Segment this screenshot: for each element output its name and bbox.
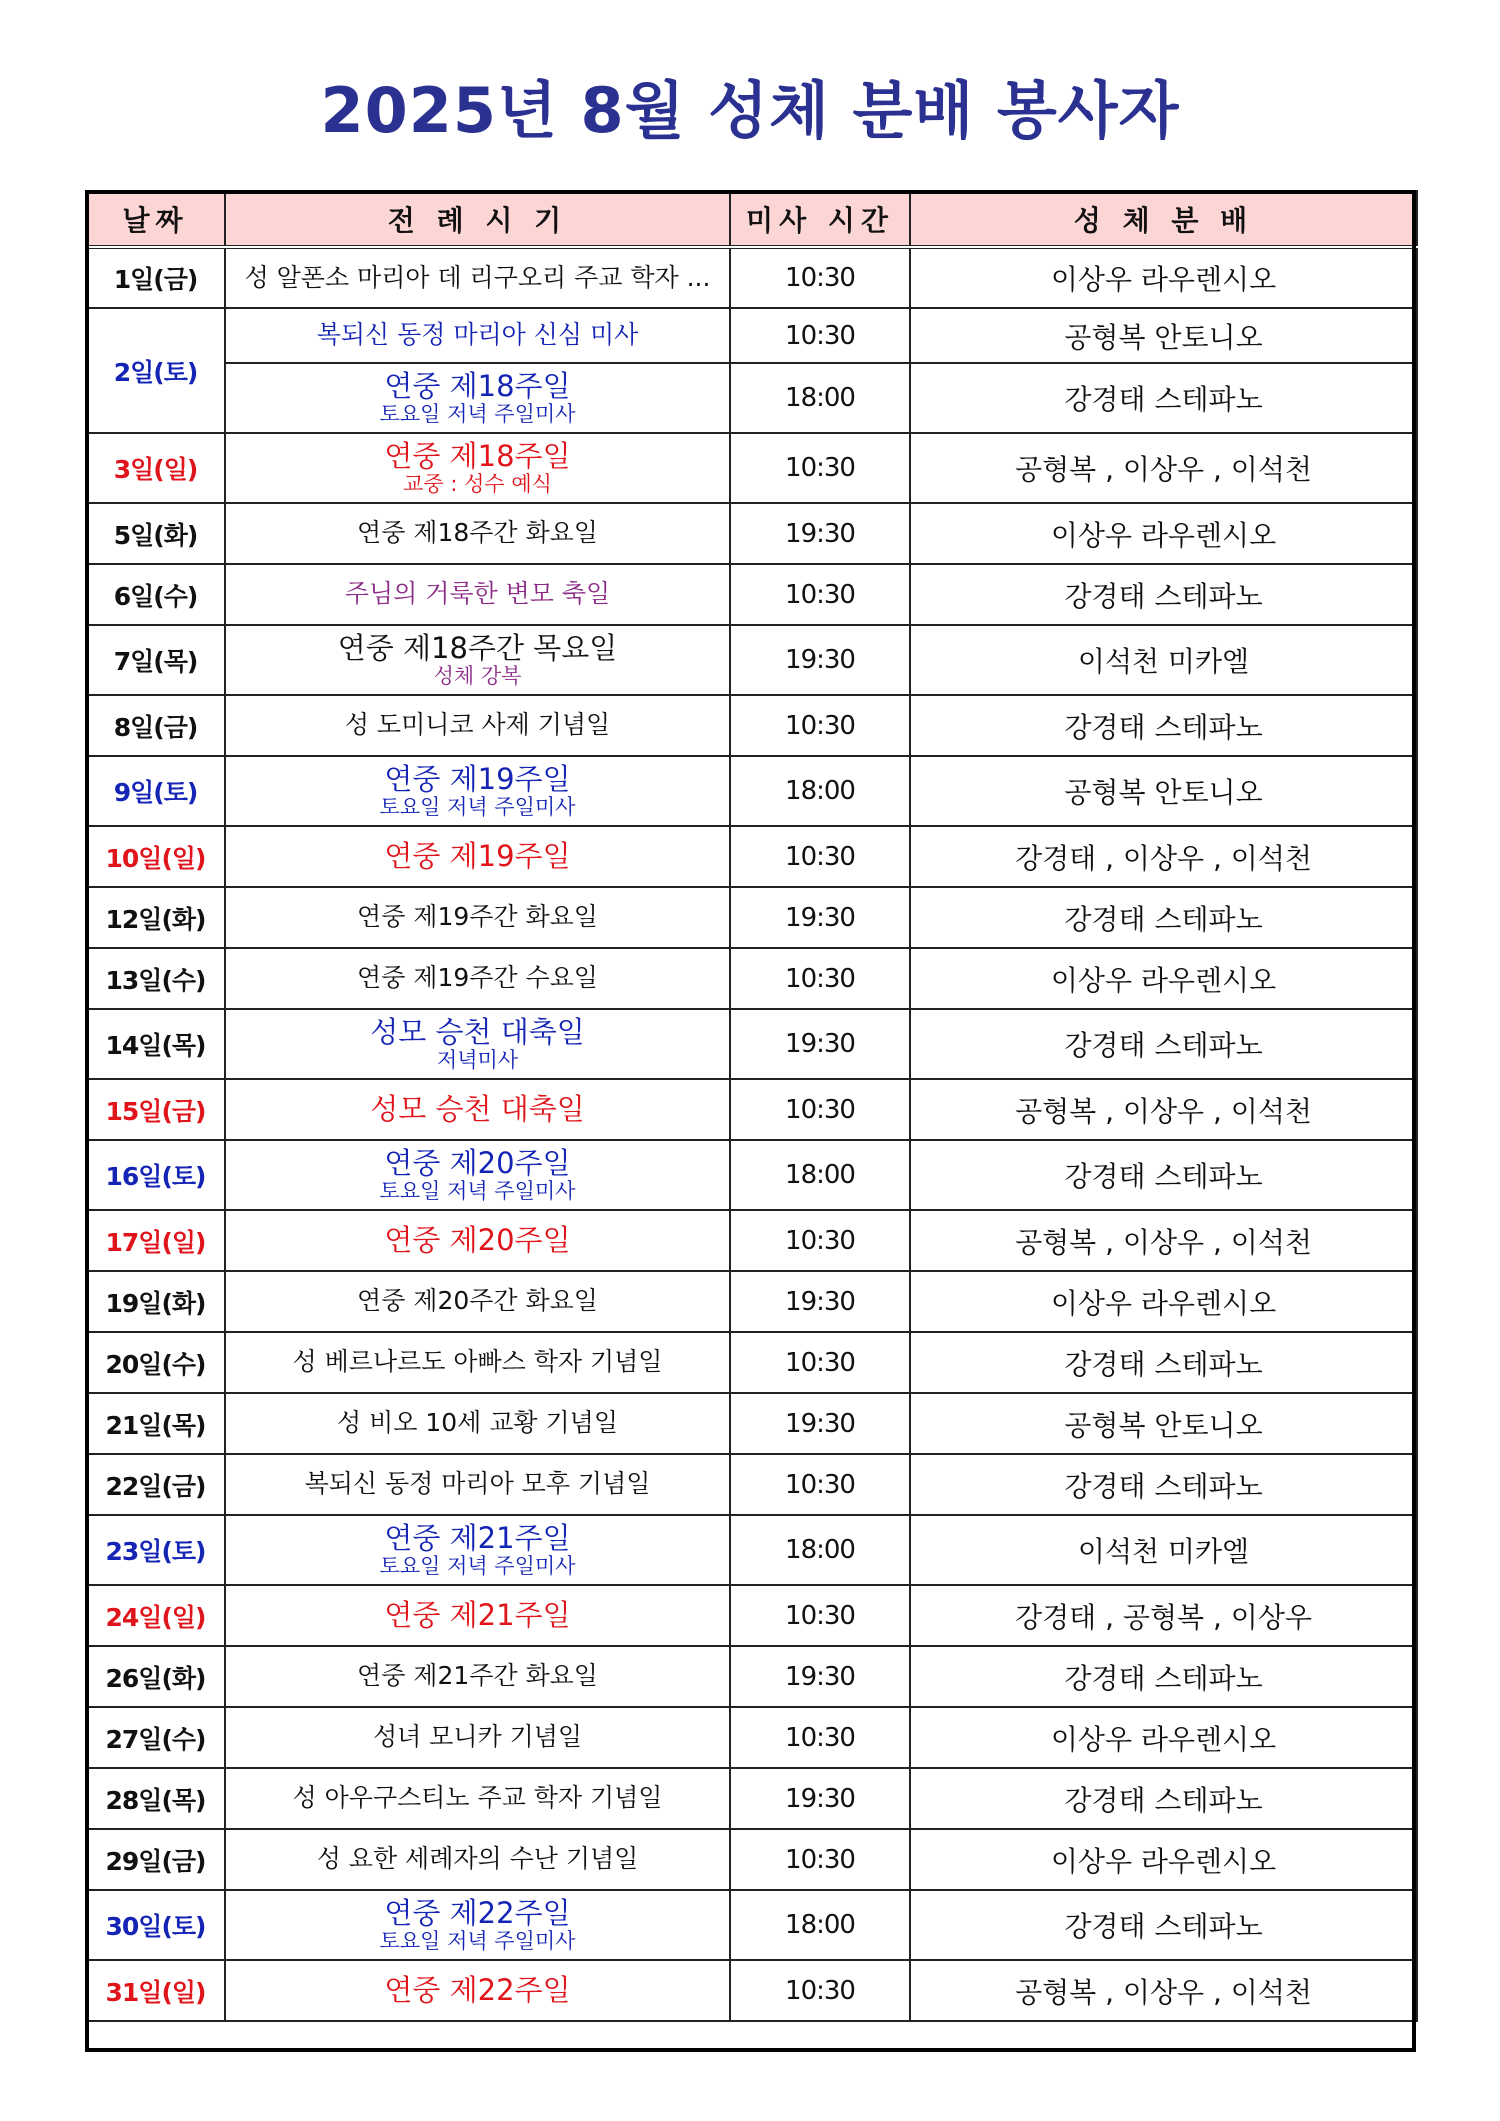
liturgy-title: 연중 제18주간 목요일 xyxy=(337,630,618,665)
liturgy-title: 연중 제18주간 화요일 xyxy=(357,518,598,548)
date-cell: 28일(목) xyxy=(86,1768,225,1829)
date-cell: 9일(토) xyxy=(86,756,225,826)
liturgy-title: 연중 제19주일 xyxy=(384,761,571,796)
liturgy-title: 성모 승천 대축일 xyxy=(370,1014,585,1049)
liturgy-title: 연중 제21주일 xyxy=(384,1520,571,1555)
liturgy-title: 연중 제22주일 xyxy=(384,1895,571,1930)
mass-time-cell: 10:30 xyxy=(730,1454,910,1515)
mass-time-cell: 18:00 xyxy=(730,1140,910,1210)
liturgy-title: 성 알폰소 마리아 데 리구오리 주교 학자 ... xyxy=(244,262,711,292)
date-cell: 23일(토) xyxy=(86,1515,225,1585)
liturgy-title: 주님의 거룩한 변모 축일 xyxy=(344,579,611,609)
date-cell: 7일(목) xyxy=(86,625,225,695)
mass-time-cell: 19:30 xyxy=(730,503,910,564)
server-cell: 이석천 미카엘 xyxy=(910,1515,1417,1585)
date-cell: 1일(금) xyxy=(86,247,225,308)
table-frame xyxy=(85,190,1416,2052)
liturgy-title: 연중 제18주일 xyxy=(384,368,571,403)
date-cell: 30일(토) xyxy=(86,1890,225,1960)
mass-time-cell: 10:30 xyxy=(730,1332,910,1393)
liturgy-title: 성 아우구스티노 주교 학자 기념일 xyxy=(292,1783,663,1813)
liturgy-title: 연중 제19주일 xyxy=(384,839,571,874)
server-cell: 강경태 , 공형복 , 이상우 xyxy=(910,1585,1417,1646)
date-cell: 12일(화) xyxy=(86,887,225,948)
mass-time-cell: 19:30 xyxy=(730,1646,910,1707)
server-cell: 강경태 , 이상우 , 이석천 xyxy=(910,826,1417,887)
liturgy-subtitle: 토요일 저녁 주일미사 xyxy=(379,795,576,820)
header-server: 성 체 분 배 xyxy=(910,191,1417,247)
liturgy-title: 성녀 모니카 기념일 xyxy=(372,1722,583,1752)
liturgy-title: 연중 제20주일 xyxy=(384,1223,571,1258)
liturgy-title: 성 요한 세례자의 수난 기념일 xyxy=(316,1844,639,1874)
mass-time-cell: 10:30 xyxy=(730,1585,910,1646)
date-cell: 17일(일) xyxy=(86,1210,225,1271)
header-date: 날짜 xyxy=(86,191,225,247)
date-cell: 10일(일) xyxy=(86,826,225,887)
mass-time-cell: 19:30 xyxy=(730,1393,910,1454)
mass-time-cell: 19:30 xyxy=(730,625,910,695)
mass-time-cell: 10:30 xyxy=(730,247,910,308)
mass-time-cell: 10:30 xyxy=(730,433,910,503)
server-cell: 강경태 스테파노 xyxy=(910,564,1417,625)
liturgy-title: 복되신 동정 마리아 모후 기념일 xyxy=(304,1469,651,1499)
date-cell: 16일(토) xyxy=(86,1140,225,1210)
server-cell: 강경태 스테파노 xyxy=(910,1646,1417,1707)
server-cell: 공형복 , 이상우 , 이석천 xyxy=(910,1210,1417,1271)
date-cell: 26일(화) xyxy=(86,1646,225,1707)
mass-time-cell: 10:30 xyxy=(730,695,910,756)
server-cell: 공형복 안토니오 xyxy=(910,1393,1417,1454)
server-cell: 강경태 스테파노 xyxy=(910,1768,1417,1829)
server-cell: 강경태 스테파노 xyxy=(910,887,1417,948)
server-cell: 이상우 라우렌시오 xyxy=(910,1829,1417,1890)
date-cell: 24일(일) xyxy=(86,1585,225,1646)
mass-time-cell: 19:30 xyxy=(730,1271,910,1332)
date-cell: 14일(목) xyxy=(86,1009,225,1079)
liturgy-subtitle: 저녁미사 xyxy=(436,1048,519,1073)
mass-time-cell: 18:00 xyxy=(730,1890,910,1960)
server-cell: 이상우 라우렌시오 xyxy=(910,1271,1417,1332)
liturgy-title: 연중 제19주간 화요일 xyxy=(357,902,598,932)
liturgy-title: 복되신 동정 마리아 신심 미사 xyxy=(316,320,639,350)
liturgy-title: 연중 제21주간 화요일 xyxy=(357,1661,598,1691)
date-cell: 19일(화) xyxy=(86,1271,225,1332)
liturgy-subtitle: 토요일 저녁 주일미사 xyxy=(379,1929,576,1954)
liturgy-title: 성 베르나르도 아빠스 학자 기념일 xyxy=(292,1347,663,1377)
liturgy-title: 연중 제18주일 xyxy=(384,438,571,473)
mass-time-cell: 19:30 xyxy=(730,1009,910,1079)
date-cell: 31일(일) xyxy=(86,1960,225,2021)
mass-time-cell: 10:30 xyxy=(730,308,910,363)
header-mass-time: 미사 시간 xyxy=(730,191,910,247)
liturgy-subtitle: 토요일 저녁 주일미사 xyxy=(379,402,576,427)
header-liturgy: 전 례 시 기 xyxy=(225,191,730,247)
mass-time-cell: 18:00 xyxy=(730,756,910,826)
date-cell: 6일(수) xyxy=(86,564,225,625)
date-cell: 3일(일) xyxy=(86,433,225,503)
mass-time-cell: 10:30 xyxy=(730,1829,910,1890)
mass-time-cell: 19:30 xyxy=(730,1768,910,1829)
date-cell: 15일(금) xyxy=(86,1079,225,1140)
server-cell: 강경태 스테파노 xyxy=(910,1009,1417,1079)
server-cell: 공형복 , 이상우 , 이석천 xyxy=(910,1079,1417,1140)
date-cell: 2일(토) xyxy=(86,308,225,433)
liturgy-title: 성 비오 10세 교황 기념일 xyxy=(337,1408,618,1438)
server-cell: 공형복 안토니오 xyxy=(910,308,1417,363)
mass-time-cell: 10:30 xyxy=(730,948,910,1009)
server-cell: 강경태 스테파노 xyxy=(910,363,1417,433)
server-cell: 강경태 스테파노 xyxy=(910,1454,1417,1515)
server-cell: 이상우 라우렌시오 xyxy=(910,1707,1417,1768)
liturgy-subtitle: 토요일 저녁 주일미사 xyxy=(379,1554,576,1579)
date-cell: 5일(화) xyxy=(86,503,225,564)
mass-time-cell: 10:30 xyxy=(730,1707,910,1768)
liturgy-title: 성 도미니코 사제 기념일 xyxy=(344,710,611,740)
server-cell: 강경태 스테파노 xyxy=(910,695,1417,756)
server-cell: 이상우 라우렌시오 xyxy=(910,948,1417,1009)
server-cell: 공형복 , 이상우 , 이석천 xyxy=(910,1960,1417,2021)
date-cell: 21일(목) xyxy=(86,1393,225,1454)
mass-time-cell: 18:00 xyxy=(730,1515,910,1585)
liturgy-subtitle: 성체 강복 xyxy=(433,664,522,689)
server-cell: 강경태 스테파노 xyxy=(910,1140,1417,1210)
server-cell: 공형복 안토니오 xyxy=(910,756,1417,826)
date-cell: 8일(금) xyxy=(86,695,225,756)
server-cell: 강경태 스테파노 xyxy=(910,1890,1417,1960)
date-cell: 22일(금) xyxy=(86,1454,225,1515)
liturgy-subtitle: 교중 : 성수 예식 xyxy=(403,472,552,497)
date-cell: 13일(수) xyxy=(86,948,225,1009)
server-cell: 이상우 라우렌시오 xyxy=(910,503,1417,564)
date-cell: 29일(금) xyxy=(86,1829,225,1890)
mass-time-cell: 19:30 xyxy=(730,887,910,948)
mass-time-cell: 10:30 xyxy=(730,1210,910,1271)
server-cell: 강경태 스테파노 xyxy=(910,1332,1417,1393)
date-cell: 27일(수) xyxy=(86,1707,225,1768)
liturgy-title: 연중 제21주일 xyxy=(384,1598,571,1633)
mass-time-cell: 10:30 xyxy=(730,826,910,887)
mass-time-cell: 10:30 xyxy=(730,1960,910,2021)
liturgy-title: 연중 제22주일 xyxy=(384,1973,571,2008)
liturgy-title: 연중 제19주간 수요일 xyxy=(357,963,598,993)
mass-time-cell: 18:00 xyxy=(730,363,910,433)
server-cell: 이상우 라우렌시오 xyxy=(910,247,1417,308)
liturgy-title: 성모 승천 대축일 xyxy=(370,1092,585,1127)
mass-time-cell: 10:30 xyxy=(730,1079,910,1140)
liturgy-title: 연중 제20주간 화요일 xyxy=(357,1286,598,1316)
date-cell: 20일(수) xyxy=(86,1332,225,1393)
mass-time-cell: 10:30 xyxy=(730,564,910,625)
liturgy-subtitle: 토요일 저녁 주일미사 xyxy=(379,1179,576,1204)
liturgy-title: 연중 제20주일 xyxy=(384,1145,571,1180)
server-cell: 공형복 , 이상우 , 이석천 xyxy=(910,433,1417,503)
server-cell: 이석천 미카엘 xyxy=(910,625,1417,695)
page-title: 2025년 8월 성체 분배 봉사자 xyxy=(320,74,1180,147)
